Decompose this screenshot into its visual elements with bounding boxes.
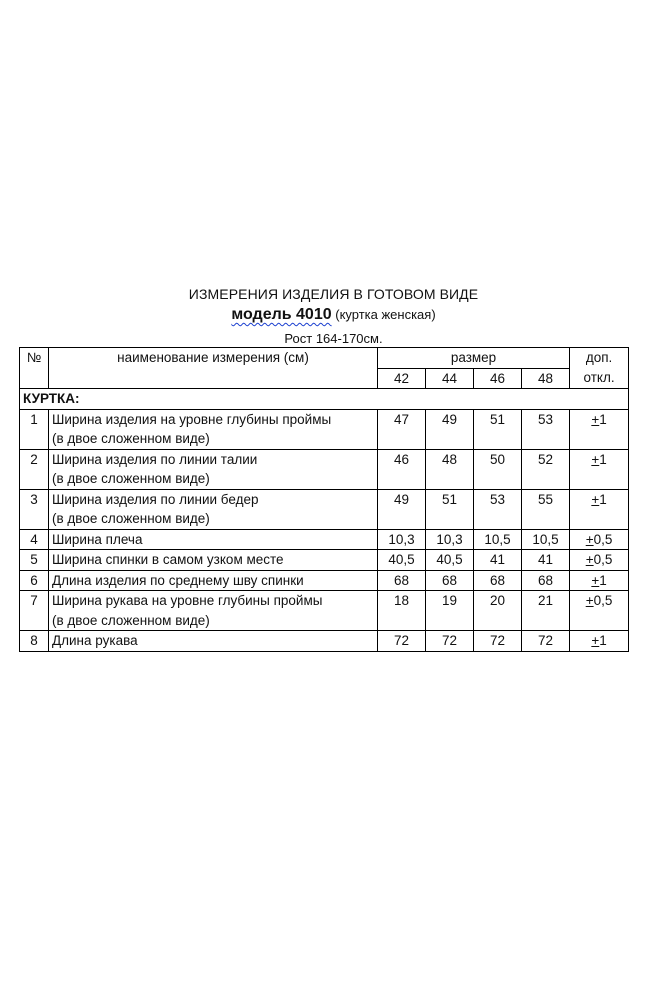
tolerance <box>570 409 629 449</box>
measurement-name <box>49 449 378 489</box>
measurement-name-line2: (в двое сложенном виде) <box>52 431 210 446</box>
table-row <box>20 631 629 652</box>
measurement-name-line1: Длина рукава <box>52 633 138 648</box>
value-48: 10,5 <box>522 529 570 550</box>
value-46: 10,5 <box>474 529 522 550</box>
value-42: 47 <box>378 409 426 449</box>
tolerance-sign: + <box>591 451 600 467</box>
table-row <box>20 489 629 529</box>
section-title: КУРТКА: <box>20 389 629 410</box>
value-42: 18 <box>378 591 426 631</box>
model-note: (куртка женская) <box>331 307 436 322</box>
tolerance-sign: + <box>591 633 600 648</box>
row-number: 6 <box>20 570 49 591</box>
value-44: 40,5 <box>426 550 474 571</box>
header-size: размер <box>378 348 570 369</box>
value-44: 10,3 <box>426 529 474 550</box>
value-48: 53 <box>522 409 570 449</box>
measurement-name <box>49 489 378 529</box>
tolerance-value: 1 <box>599 572 607 588</box>
row-number: 2 <box>20 449 49 489</box>
measurement-name-line2: (в двое сложенном виде) <box>52 612 210 628</box>
header-no: № <box>20 348 49 389</box>
row-number: 7 <box>20 591 49 631</box>
measurement-name-line1: Длина изделия по среднему шву спинки <box>52 572 304 588</box>
section-row <box>20 389 629 410</box>
value-46: 20 <box>474 591 522 631</box>
tolerance-value: 1 <box>599 491 607 507</box>
table-row <box>20 550 629 571</box>
size-44: 44 <box>426 368 474 389</box>
value-44: 49 <box>426 409 474 449</box>
tolerance-sign: + <box>585 531 594 547</box>
tolerance-sign: + <box>591 411 600 427</box>
tolerance-value: 1 <box>599 411 607 427</box>
value-44: 48 <box>426 449 474 489</box>
value-44: 19 <box>426 591 474 631</box>
header-name: наименование измерения (см) <box>49 348 378 389</box>
header-row <box>20 348 629 369</box>
tolerance <box>570 570 629 591</box>
value-46: 53 <box>474 489 522 529</box>
tolerance-value: 1 <box>599 451 607 467</box>
model-label: модель 4010 <box>231 306 332 323</box>
table-row <box>20 449 629 489</box>
tolerance-sign: + <box>591 491 600 507</box>
tolerance-value: 0,5 <box>593 531 613 547</box>
header-tolerance-line1: доп. <box>585 350 613 365</box>
tolerance-sign: + <box>585 593 594 608</box>
size-48: 48 <box>522 368 570 389</box>
measurement-name-line1: Ширина изделия по линии талии <box>52 451 258 467</box>
row-number: 4 <box>20 529 49 550</box>
value-46: 51 <box>474 409 522 449</box>
measurement-name <box>49 570 378 591</box>
header-tolerance <box>570 348 629 389</box>
measurement-name <box>49 550 378 571</box>
value-44: 68 <box>426 570 474 591</box>
table-body <box>20 409 629 651</box>
value-48: 68 <box>522 570 570 591</box>
value-42: 49 <box>378 489 426 529</box>
header-tolerance-line2: откл. <box>583 369 615 385</box>
row-number: 8 <box>20 631 49 652</box>
size-46: 46 <box>474 368 522 389</box>
document-title: ИЗМЕРЕНИЯ ИЗДЕЛИЯ В ГОТОВОМ ВИДЕ <box>188 286 479 302</box>
height-range: Рост 164-170см. <box>284 331 383 346</box>
value-48: 55 <box>522 489 570 529</box>
measurement-name <box>49 529 378 550</box>
measurement-name-line2: (в двое сложенном виде) <box>52 511 210 526</box>
measurement-name-line1: Ширина плеча <box>52 531 143 547</box>
measurement-name-line1: Ширина изделия по линии бедер <box>52 491 259 507</box>
value-44: 72 <box>426 631 474 652</box>
tolerance-value: 0,5 <box>593 593 613 608</box>
row-number: 1 <box>20 409 49 449</box>
tolerance-value: 1 <box>599 633 607 648</box>
value-42: 40,5 <box>378 550 426 571</box>
value-46: 41 <box>474 550 522 571</box>
tolerance <box>570 449 629 489</box>
tolerance <box>570 591 629 631</box>
tolerance-sign: + <box>585 552 594 567</box>
table-row <box>20 529 629 550</box>
size-42: 42 <box>378 368 426 389</box>
row-number: 3 <box>20 489 49 529</box>
row-number: 5 <box>20 550 49 571</box>
measurement-name <box>49 631 378 652</box>
measurement-name-line1: Ширина изделия на уровне глубины проймы <box>52 411 332 427</box>
value-42: 10,3 <box>378 529 426 550</box>
measurement-name-line1: Ширина рукава на уровне глубины проймы <box>52 593 323 608</box>
value-46: 72 <box>474 631 522 652</box>
tolerance <box>570 529 629 550</box>
value-48: 72 <box>522 631 570 652</box>
model-line <box>0 306 667 324</box>
tolerance <box>570 489 629 529</box>
value-44: 51 <box>426 489 474 529</box>
value-42: 68 <box>378 570 426 591</box>
value-48: 52 <box>522 449 570 489</box>
measurement-name-line2: (в двое сложенном виде) <box>52 471 210 486</box>
tolerance-sign: + <box>591 572 600 588</box>
value-42: 46 <box>378 449 426 489</box>
measurement-name <box>49 591 378 631</box>
value-46: 50 <box>474 449 522 489</box>
table-row <box>20 591 629 631</box>
tolerance <box>570 550 629 571</box>
value-46: 68 <box>474 570 522 591</box>
measurements-table <box>19 347 629 652</box>
value-42: 72 <box>378 631 426 652</box>
value-48: 41 <box>522 550 570 571</box>
table-row <box>20 570 629 591</box>
tolerance <box>570 631 629 652</box>
table-row <box>20 409 629 449</box>
value-48: 21 <box>522 591 570 631</box>
measurement-name-line1: Ширина спинки в самом узком месте <box>52 552 284 567</box>
measurement-name <box>49 409 378 449</box>
tolerance-value: 0,5 <box>593 552 613 567</box>
